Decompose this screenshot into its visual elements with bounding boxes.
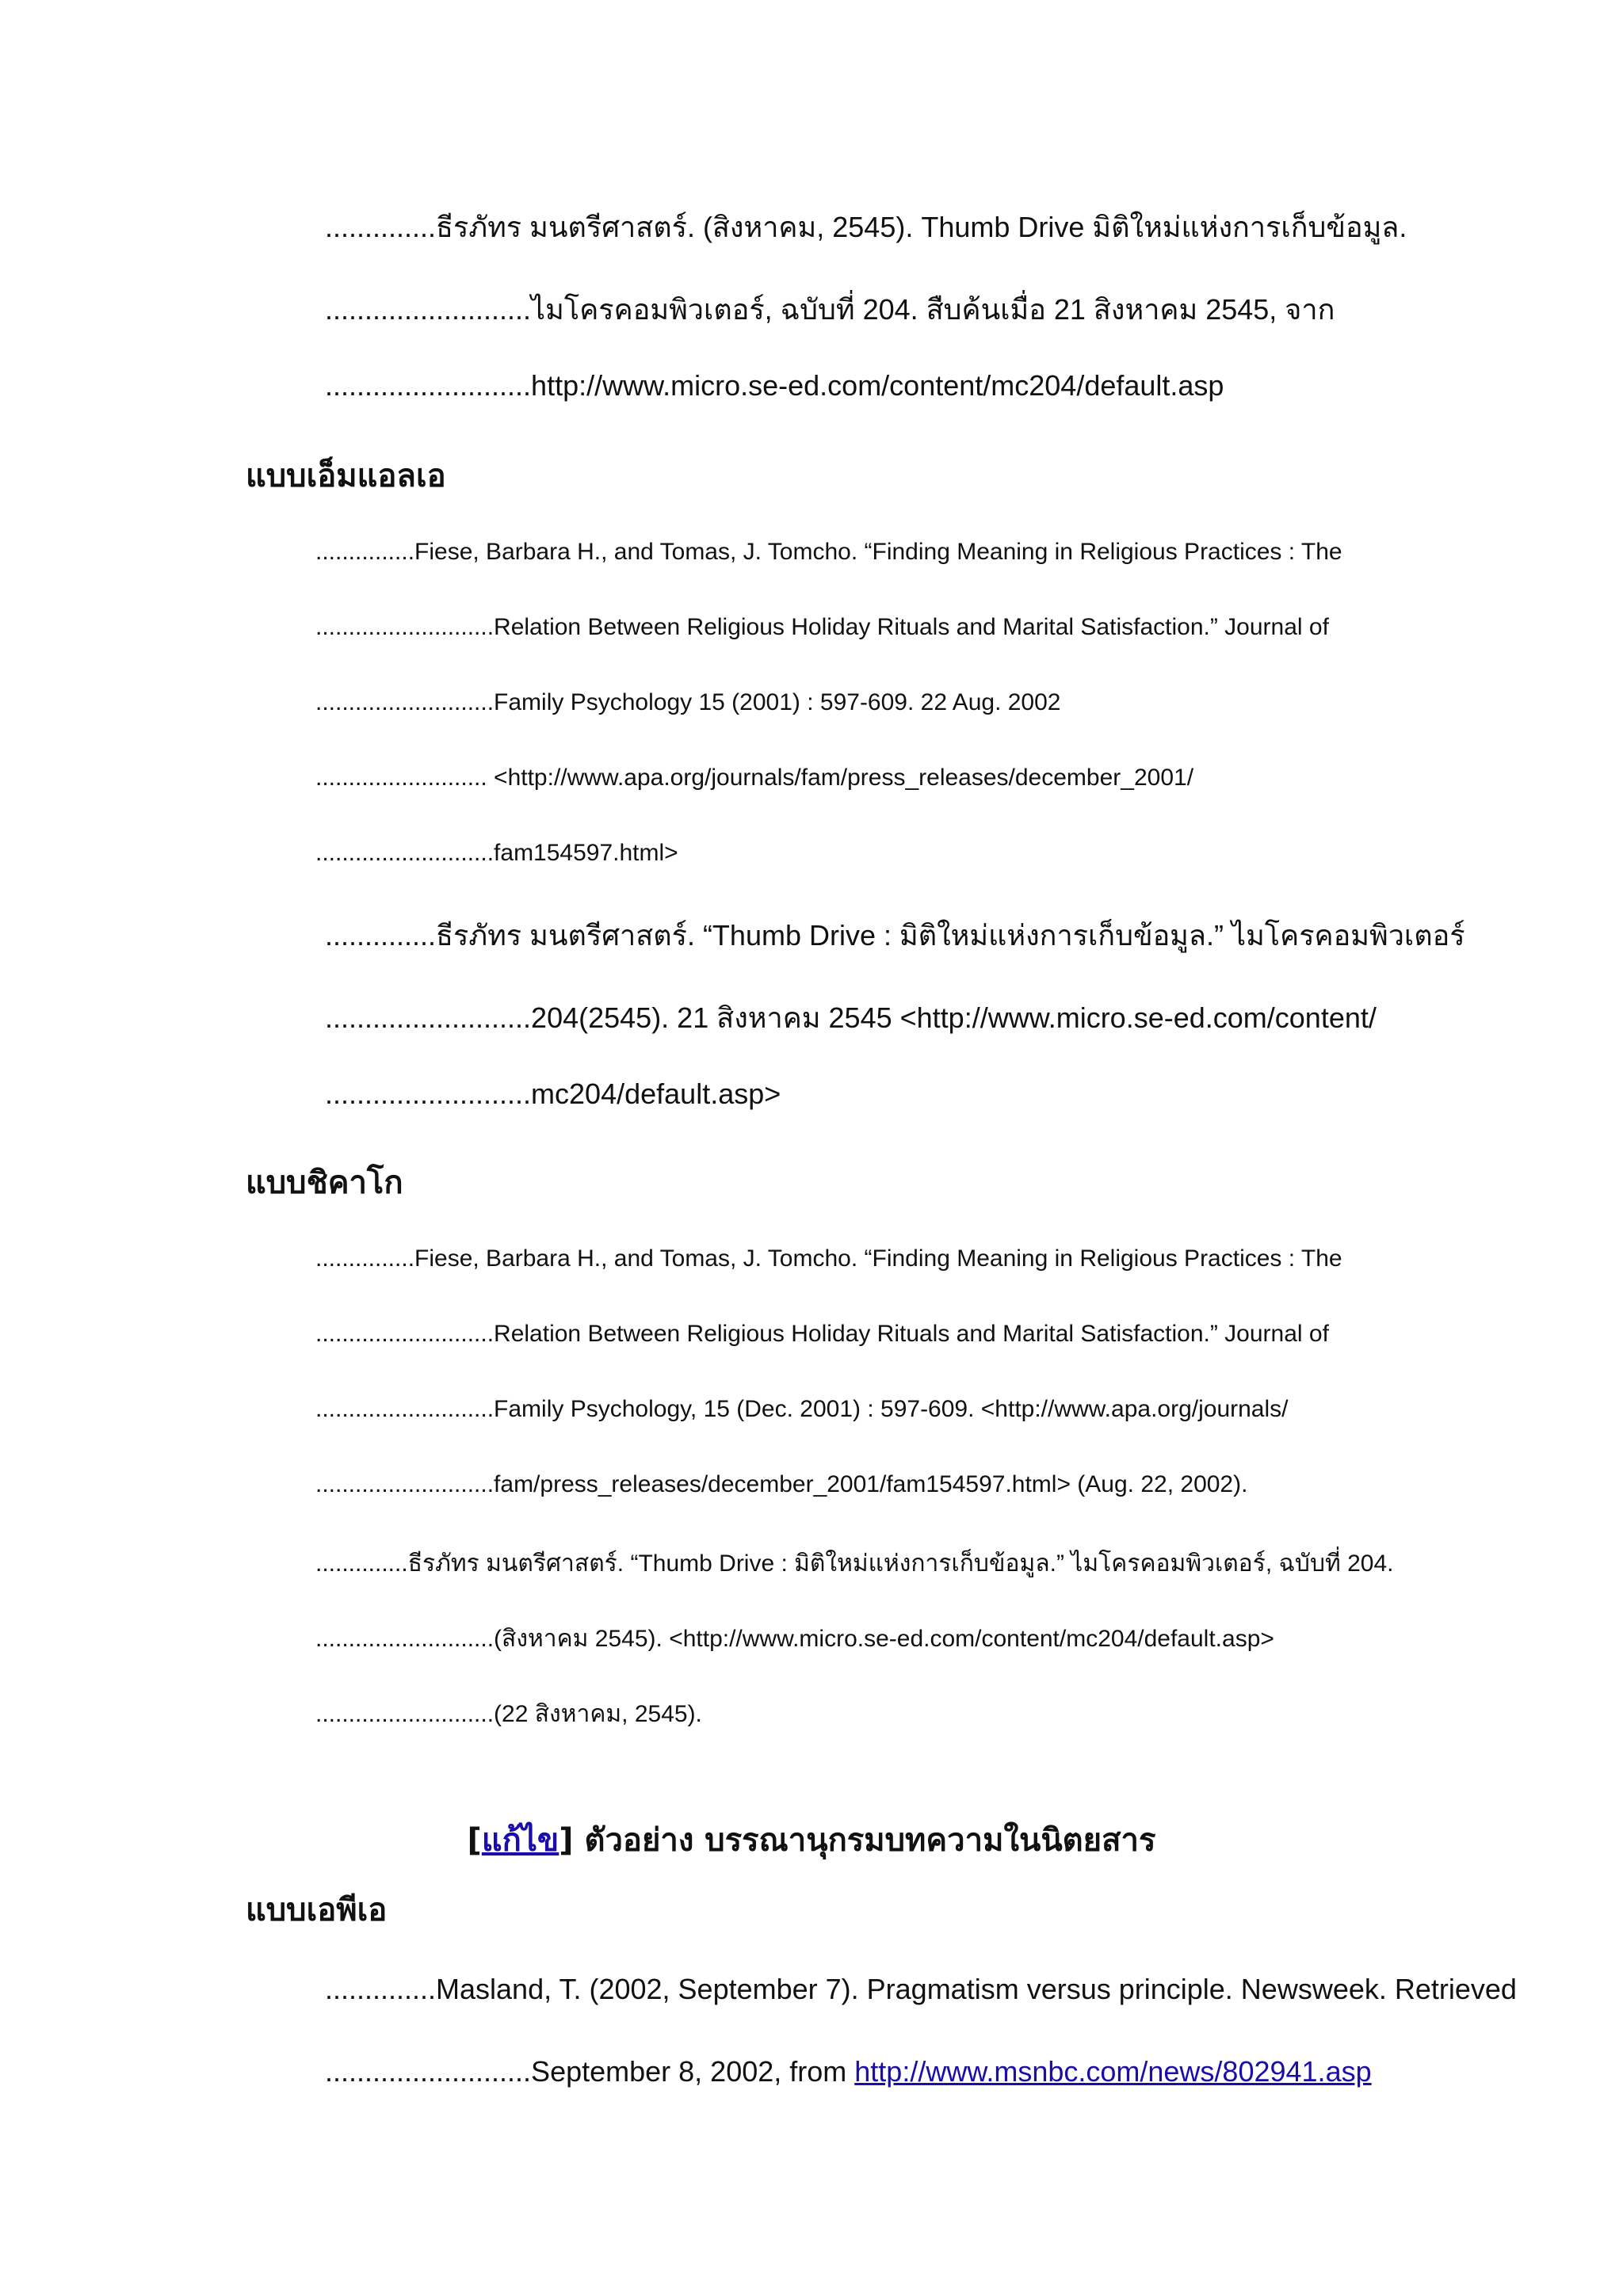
citation-line: ...........................Family Psychology 15 (2001) : 597-609. 22 Aug. 2002 [315,689,1061,715]
citation-line: ..........................mc204/default.asp> [325,1077,781,1110]
citation-line: ...........................fam/press_releases/december_2001/fam154597.html> (Aug. 22, 2002). [315,1471,1248,1497]
citation-line: ..............ธีรภัทร มนตรีศาสตร์. (สิงหาคม, 2545). Thumb Drive มิติใหม่แห่งการเก็บข้อมูล. [325,211,1407,243]
bracket-open: [ [467,1822,482,1859]
citation-line: ...............Fiese, Barbara H., and Tomas, J. Tomcho. “Finding Meaning in Religious Practices : The [315,1245,1342,1272]
bracket-close: ] [559,1822,574,1859]
section-title-text: ตัวอย่าง บรรณานุกรมบทความในนิตยสาร [573,1822,1156,1859]
citation-line: ..........................204(2545). 21 สิงหาคม 2545 <http://www.micro.se-ed.com/content/ [325,1001,1377,1034]
citation-line: ...........................Family Psychology, 15 (Dec. 2001) : 597-609. <http://www.apa.org/journals/ [315,1396,1289,1422]
section-title [0,1814,1623,1865]
citation-line [325,2055,1372,2088]
citation-line: ..............ธีรภัทร มนตรีศาสตร์. “Thumb Drive : มิติใหม่แห่งการเก็บข้อมูล.” ไมโครคอมพิวเตอร์, ฉบับที่ 204. [315,1550,1394,1577]
msnbc-link[interactable]: http://www.msnbc.com/news/802941.asp [854,2055,1372,2088]
citation-line: .......................... <http://www.apa.org/journals/fam/press_releases/december_2001/ [315,765,1194,791]
citation-line: ..........................ไมโครคอมพิวเตอร์, ฉบับที่ 204. สืบค้นเมื่อ 21 สิงหาคม 2545, จาก [325,293,1335,326]
section-heading-chicago: แบบชิคาโก [246,1165,403,1201]
citation-line: ...........................(สิงหาคม 2545). <http://www.micro.se-ed.com/content/mc204/default.asp> [315,1626,1274,1652]
citation-text: ..........................September 8, 2002, from [325,2055,855,2088]
citation-line: ...............Fiese, Barbara H., and Tomas, J. Tomcho. “Finding Meaning in Religious Practices : The [315,539,1342,565]
section-heading-mla: แบบเอ็มแอลเอ [246,458,446,494]
citation-line: ..............ธีรภัทร มนตรีศาสตร์. “Thumb Drive : มิติใหม่แห่งการเก็บข้อมูล.” ไมโครคอมพิวเตอร์ [325,919,1465,952]
citation-line: ...........................(22 สิงหาคม, 2545). [315,1701,702,1727]
edit-link[interactable]: แก้ไข [481,1822,559,1859]
citation-line: ...........................fam154597.html> [315,840,678,866]
citation-line: ..............Masland, T. (2002, September 7). Pragmatism versus principle. Newsweek. Retrieved [325,1973,1517,2005]
section-heading-apa: แบบเอพีเอ [246,1892,388,1928]
citation-line: ...........................Relation Between Religious Holiday Rituals and Marital Satisfaction.” Journal of [315,614,1329,640]
citation-line: ...........................Relation Between Religious Holiday Rituals and Marital Satisfaction.” Journal of [315,1321,1329,1347]
citation-line: ..........................http://www.micro.se-ed.com/content/mc204/default.asp [325,369,1224,402]
